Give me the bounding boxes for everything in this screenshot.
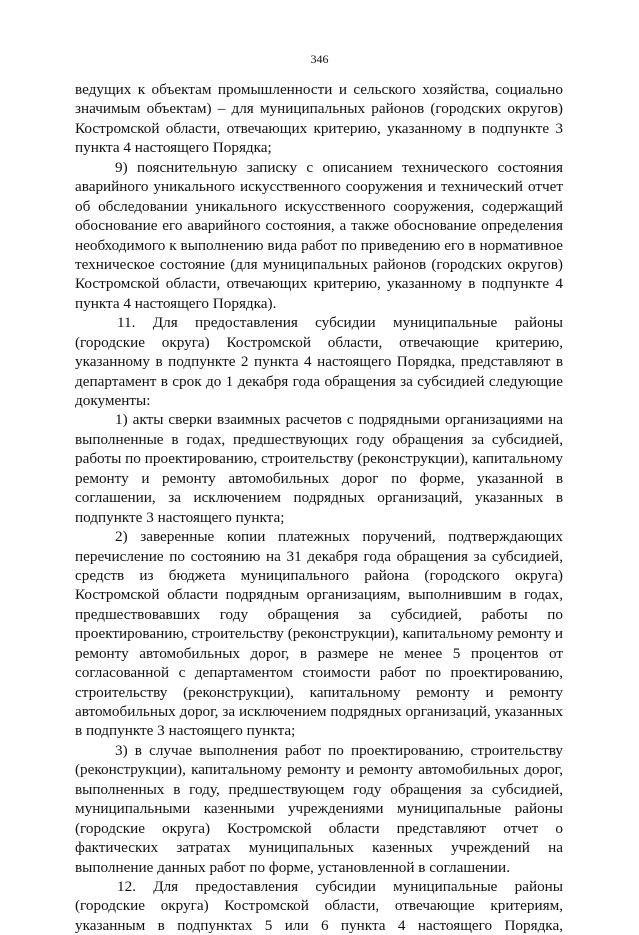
- text-line: выполнение данных работ по форме, установленной в соглашении.: [75, 858, 510, 876]
- text-line: указанному в подпункте 2 пункта 4 настоящего Порядка, представляют в: [75, 353, 563, 371]
- text-line: муниципальными казенными учреждениями муниципальные районы: [75, 800, 563, 818]
- text-line: ремонту автомобильных дорог, в размере не менее 5 процентов от: [75, 644, 563, 662]
- text-line: 9) пояснительную записку с описанием технического состояния: [115, 158, 563, 176]
- text-line: пункта 4 настоящего Порядка;: [75, 139, 272, 157]
- text-line: 1) акты сверки взаимных расчетов с подрядными организациями на: [115, 411, 563, 429]
- text-line: 2) заверенные копии платежных поручений, подтверждающих: [115, 528, 563, 546]
- text-line: пункта 4 настоящего Порядка).: [75, 294, 277, 312]
- text-line: строительству (реконструкции), капитальному ремонту и ремонту: [75, 683, 563, 701]
- text-line: Костромской области, отвечающих критерию, указанному в подпункте 4: [75, 275, 563, 293]
- document-body: [75, 80, 563, 935]
- text-line: 11. Для предоставления субсидии муниципальные районы: [117, 314, 563, 332]
- text-line: (реконструкции), капитальному ремонту и ремонту автомобильных дорог,: [75, 761, 563, 779]
- text-line: 12. Для предоставления субсидии муниципальные районы: [117, 877, 563, 895]
- text-line: (городские округа) Костромской области представляют отчет о: [75, 819, 563, 837]
- text-line: соглашении, за исключением подрядных организаций, указанных в: [75, 489, 563, 507]
- text-line: Костромской области подрядным организациям, выполнившим в годах,: [75, 586, 563, 604]
- text-line: согласованной с департаментом стоимости работ по проектированию,: [75, 664, 563, 682]
- text-line: ремонту и ремонту автомобильных дорог по форме, указанной в: [75, 469, 563, 487]
- text-line: (городские округа) Костромской области, отвечающие критерию,: [75, 333, 563, 351]
- text-line: средств из бюджета муниципального района (городского округа): [75, 566, 563, 584]
- text-line: Костромской области, отвечающих критерию, указанному в подпункте 3: [75, 119, 563, 137]
- text-line: обоснование его аварийного состояния, а также обоснование определения: [75, 217, 563, 235]
- text-line: выполненных в году, предшествующем году обращения за субсидией,: [75, 780, 563, 798]
- text-line: ведущих к объектам промышленности и сельского хозяйства, социально: [75, 81, 563, 98]
- text-line: выполненные в годах, предшествующих году обращения за субсидией,: [75, 430, 563, 448]
- text-line: документы:: [75, 392, 151, 409]
- text-line: работы по проектированию, строительству (реконструкции), капитальному: [75, 450, 563, 468]
- text-line: 3) в случае выполнения работ по проектированию, строительству: [115, 741, 563, 759]
- text-line: указанным в подпунктах 5 или 6 пункта 4 настоящего Порядка,: [75, 916, 563, 934]
- text-line: необходимого к выполнению вида работ по приведению его в нормативное: [75, 236, 563, 254]
- text-line: техническое состояние (для муниципальных районов (городских округов): [75, 255, 563, 273]
- page-number: 346: [310, 52, 329, 66]
- text-line: перечисление по состоянию на 31 декабря года обращения за субсидией,: [75, 547, 563, 565]
- text-line: (городские округа) Костромской области, отвечающие критериям,: [75, 897, 563, 915]
- text-line: аварийного уникального искусственного сооружения и технический отчет: [75, 178, 563, 196]
- text-line: фактических затратах муниципальных казенных учреждений на: [75, 839, 563, 857]
- text-line: в подпункте 3 настоящего пункта;: [75, 722, 296, 740]
- text-line: проектированию, строительству (реконструкции), капитальному ремонту и: [75, 625, 563, 643]
- text-line: автомобильных дорог, за исключением подрядных организаций, указанных: [75, 703, 563, 720]
- text-line: подпункте 3 настоящего пункта;: [75, 508, 285, 526]
- text-line: департамент в срок до 1 декабря года обращения за субсидией следующие: [75, 372, 563, 390]
- text-line: предшествовавших году обращения за субсидией, работы по: [75, 605, 563, 623]
- text-line: об обследовании уникального искусственного сооружения, содержащий: [75, 197, 563, 215]
- text-line: значимым объектам) – для муниципальных районов (городских округов): [75, 100, 563, 118]
